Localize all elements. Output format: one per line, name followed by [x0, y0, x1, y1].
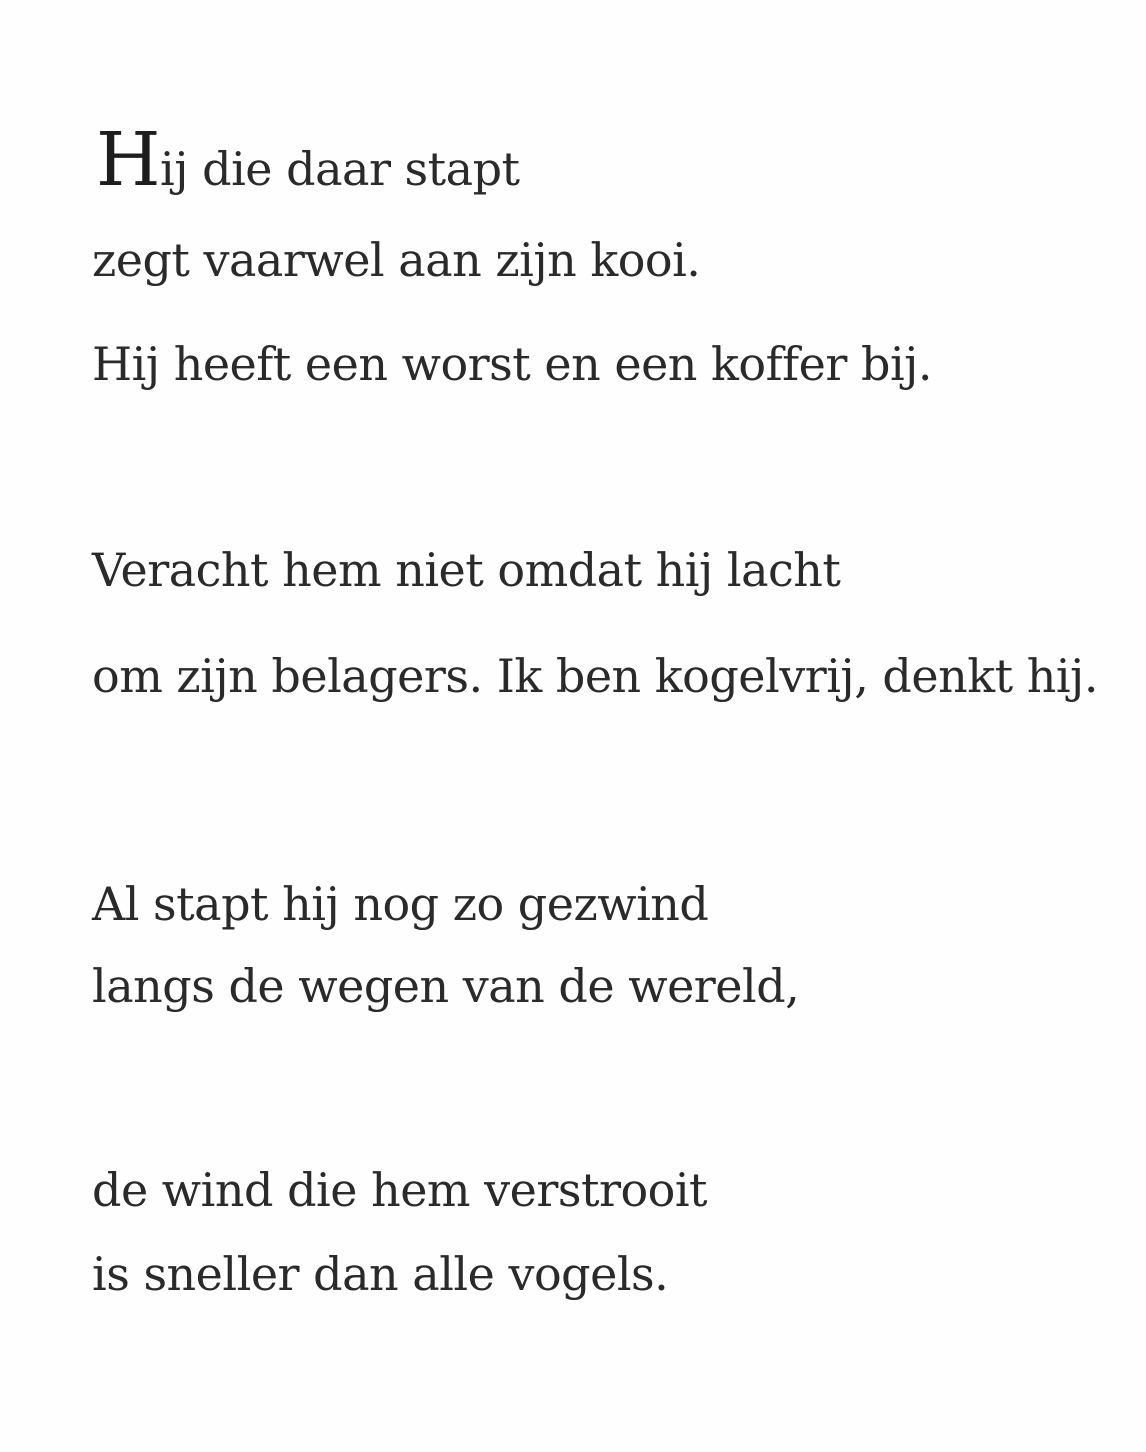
stanza-1-line-2: zegt vaarwel aan zijn kooi.	[92, 233, 701, 287]
stanza-1-line-1	[96, 117, 520, 203]
stanza-1-line-3: Hij heeft een worst en een koffer bij.	[92, 337, 933, 391]
stanza-1-line-1-text: ij die daar stapt	[160, 142, 520, 196]
stanza-2-line-2: om zijn belagers. Ik ben kogelvrij, denkt hij.	[92, 649, 1098, 703]
stanza-2-line-1: Veracht hem niet omdat hij lacht	[92, 543, 841, 597]
drop-cap-initial: H	[96, 117, 161, 203]
stanza-4-line-2: is sneller dan alle vogels.	[92, 1247, 669, 1301]
stanza-3-line-2: langs de wegen van de wereld,	[92, 959, 800, 1013]
stanza-3-line-1: Al stapt hij nog zo gezwind	[92, 877, 709, 931]
stanza-4-line-1: de wind die hem verstrooit	[92, 1163, 708, 1217]
